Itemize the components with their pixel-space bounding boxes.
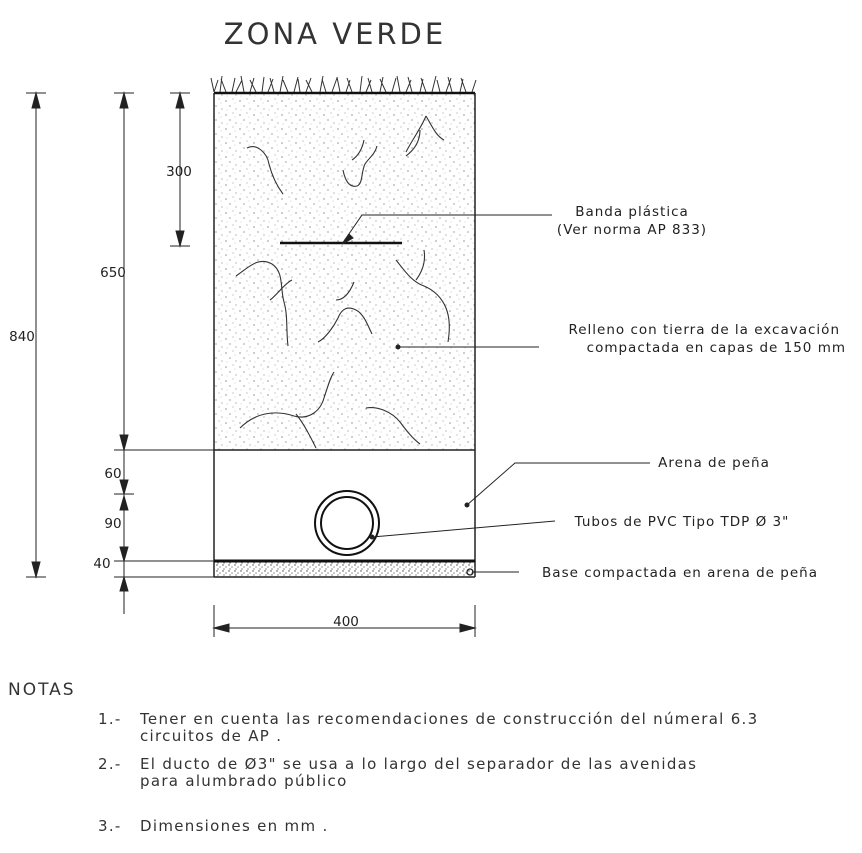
note-number: 2.- xyxy=(98,755,122,773)
note-text: Tener en cuenta las recomendaciones de construcción del númeral 6.3 xyxy=(140,710,759,728)
label-fill-line2: compactada en capas de 150 mm xyxy=(586,340,846,356)
dim-40-label: 40 xyxy=(93,556,111,572)
dim-840-label: 840 xyxy=(9,329,35,345)
note-number: 3.- xyxy=(98,817,122,835)
dim-400-label: 400 xyxy=(333,614,359,630)
note-text-continued: circuitos de AP . xyxy=(140,727,283,745)
pvc-pipe-icon xyxy=(315,491,379,555)
notes-title: NOTAS xyxy=(8,680,76,700)
label-base: Base compactada en arena de peña xyxy=(542,565,818,581)
dim-90-label: 90 xyxy=(104,516,122,532)
trench-body xyxy=(214,93,475,577)
dim-300-label: 300 xyxy=(166,164,192,180)
dim-60-label: 60 xyxy=(104,466,122,482)
vertical-dimension-labels xyxy=(9,164,192,572)
drawing-title: ZONA VERDE xyxy=(223,17,447,51)
dim-650-label: 650 xyxy=(100,265,126,281)
label-fill-line1: Relleno con tierra de la excavación xyxy=(568,322,840,338)
note-text-continued: para alumbrado público xyxy=(140,772,348,790)
grass-icon xyxy=(211,76,476,92)
note-number: 1.- xyxy=(98,710,122,728)
label-tape-line2: (Ver norma AP 833) xyxy=(556,222,708,238)
label-sand: Arena de peña xyxy=(658,455,770,471)
callout-labels xyxy=(542,204,846,581)
label-tape-line1: Banda plástica xyxy=(575,204,689,220)
note-text: Dimensiones en mm . xyxy=(140,817,329,835)
note-text: El ducto de Ø3" se usa a lo largo del separador de las avenidas xyxy=(140,755,698,773)
label-pipe: Tubos de PVC Tipo TDP Ø 3" xyxy=(574,514,790,530)
